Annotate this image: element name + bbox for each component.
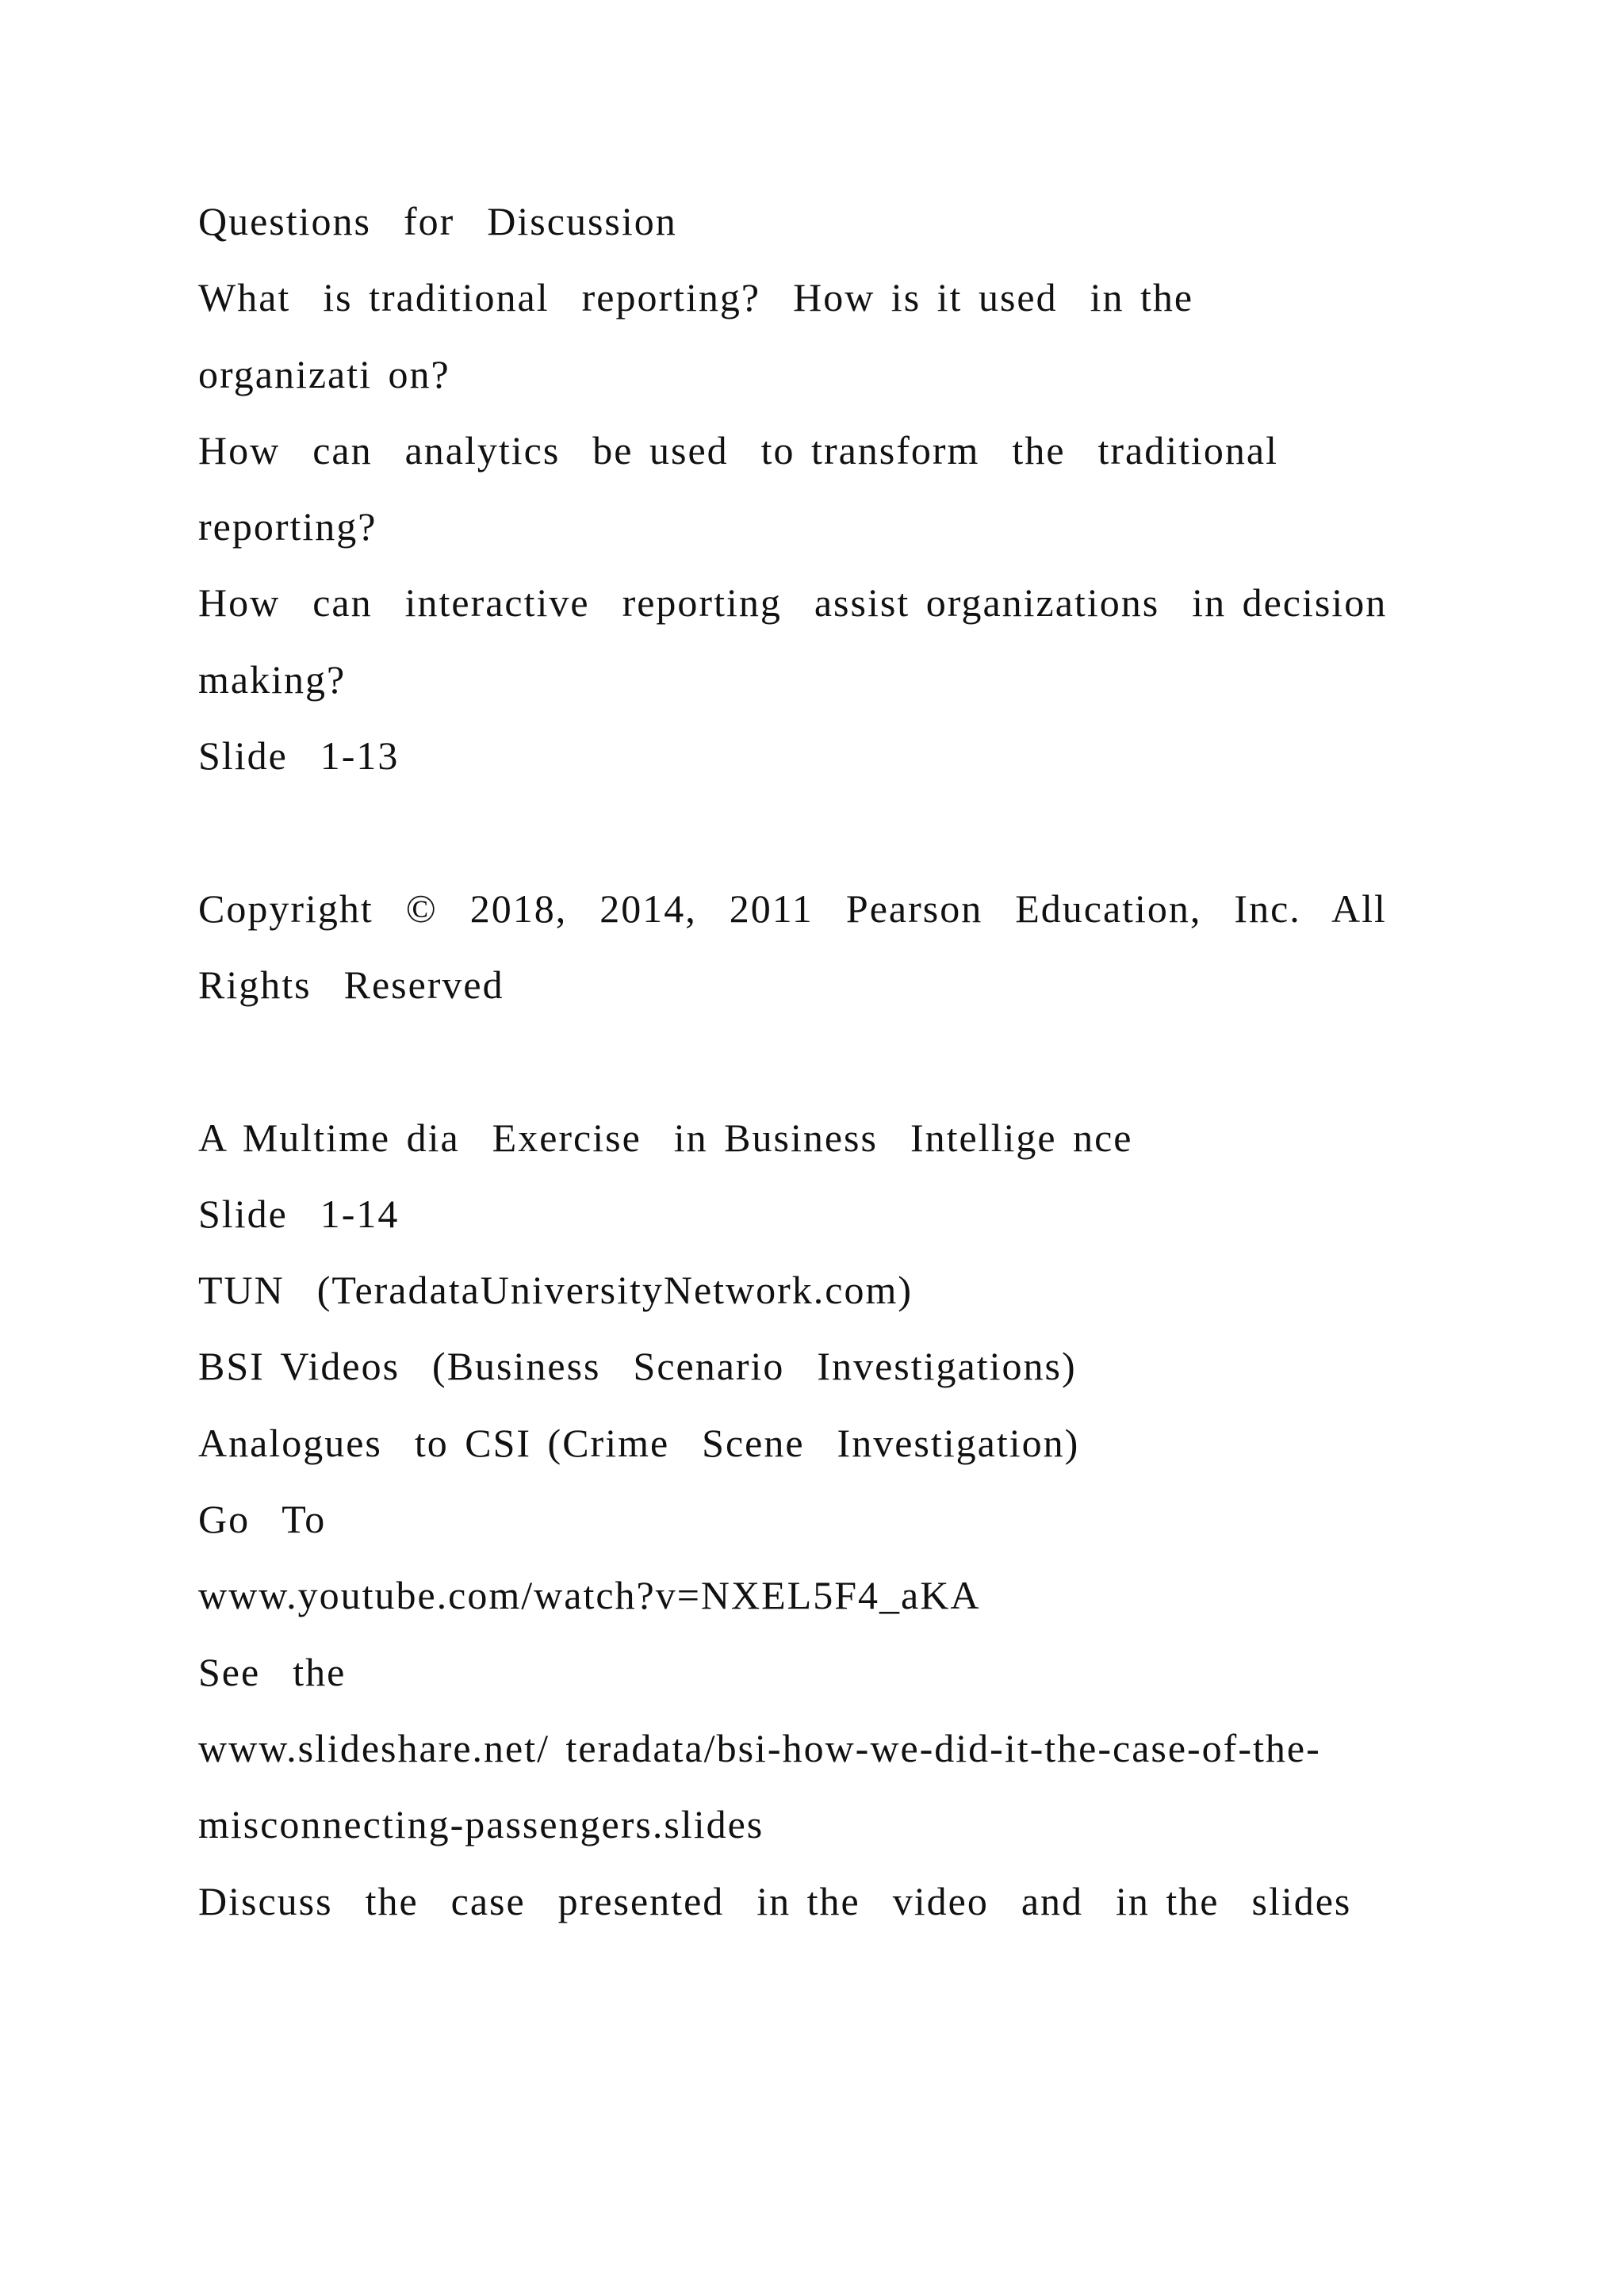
body-line: BSI Videos (Business Scenario Investigations) [198, 1344, 1077, 1389]
body-line: Discuss the case presented in the video and in the slides [198, 1878, 1352, 1923]
question-line: How can interactive reporting assist organizations in decision [198, 580, 1388, 626]
body-line: TUN (TeradataUniversityNetwork.com) [198, 1268, 914, 1313]
slideshare-url-continued: misconnecting-passengers.slides [198, 1802, 764, 1847]
section-heading-questions: Questions for Discussion [198, 199, 677, 243]
document-body [198, 183, 1546, 1939]
body-line: See the [198, 1649, 347, 1694]
question-line: reporting? [198, 504, 377, 549]
spacer [198, 1023, 1546, 1099]
slideshare-url: www.slideshare.net/ teradata/bsi-how-we-did-it-the-case-of-the- [198, 1725, 1321, 1770]
slide-number: Slide 1-14 [198, 1191, 400, 1236]
copyright-line: Rights Reserved [198, 962, 504, 1007]
question-line: How can analytics be used to transform the traditional [198, 427, 1279, 473]
question-line: organizati on? [198, 351, 450, 396]
question-line: What is traditional reporting? How is it used in the [198, 275, 1194, 320]
youtube-url: www.youtube.com/watch?v=NXEL5F4_aKA [198, 1573, 981, 1618]
body-line: Go To [198, 1497, 327, 1542]
slide-number: Slide 1-13 [198, 733, 400, 779]
copyright-line: Copyright © 2018, 2014, 2011 Pearson Education, Inc. All [198, 886, 1387, 931]
spacer [198, 794, 1546, 870]
question-line: making? [198, 656, 347, 702]
body-line: Analogues to CSI (Crime Scene Investigation) [198, 1420, 1080, 1465]
section-heading-multimedia: A Multime dia Exercise in Business Intellige nce [198, 1115, 1133, 1160]
